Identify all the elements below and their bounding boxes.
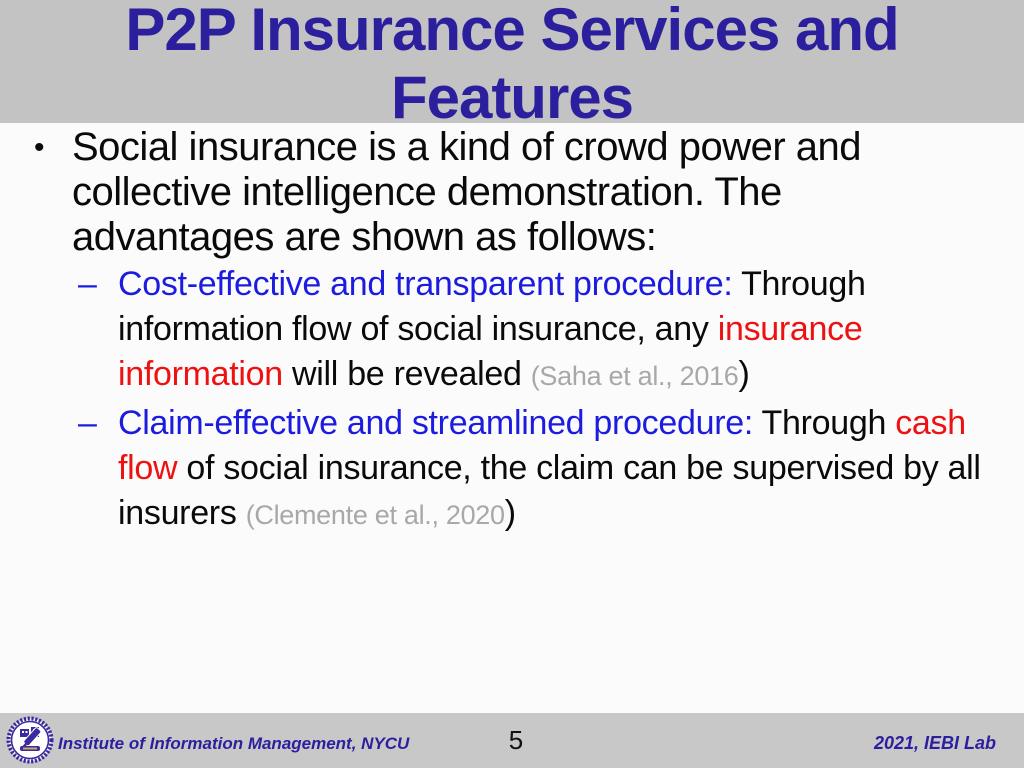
sub-bullet-marker: – (78, 265, 97, 303)
page-number: 5 (508, 725, 524, 755)
text-run: ) (504, 494, 516, 532)
text-run: Through information flow of social insurance, any (118, 265, 866, 348)
footer (0, 713, 1024, 768)
slide-body (34, 125, 1004, 538)
text-run: Cost-effective and transparent procedure: (118, 265, 742, 303)
text-run: ) (738, 355, 750, 393)
footer-institute: Institute of Information Management, NYCU (58, 734, 410, 753)
text-run: cash flow (118, 404, 966, 487)
bullet-item (34, 125, 1004, 260)
sub-bullet-item-2 (78, 401, 1004, 538)
footer-lab: 2021, IEBI Lab (873, 733, 996, 753)
text-run: insurance information (118, 310, 863, 393)
text-run: Through (761, 404, 896, 442)
text-run: of social insurance, the claim can be supervised by all insurers (118, 449, 981, 532)
iim-nycu-seal-icon (6, 716, 54, 764)
sub-bullet-text (118, 401, 1004, 538)
sub-bullet-item-1 (78, 262, 1004, 399)
bullet-text: Social insurance is a kind of crowd power and collective intelligence demonstration. The advantages are shown as follows: (72, 125, 862, 259)
text-run: (Saha et al., 2016 (530, 361, 739, 391)
text-run: Claim-effective and streamlined procedure: (118, 404, 762, 442)
slide-title: P2P Insurance Services and Features (125, 0, 899, 131)
sub-bullet-text (118, 262, 1004, 399)
text-run: will be revealed (282, 355, 531, 393)
text-run: (Clemente et al., 2020 (245, 500, 505, 530)
sub-bullet-marker: – (78, 404, 97, 442)
bullet-marker: • (34, 131, 45, 164)
